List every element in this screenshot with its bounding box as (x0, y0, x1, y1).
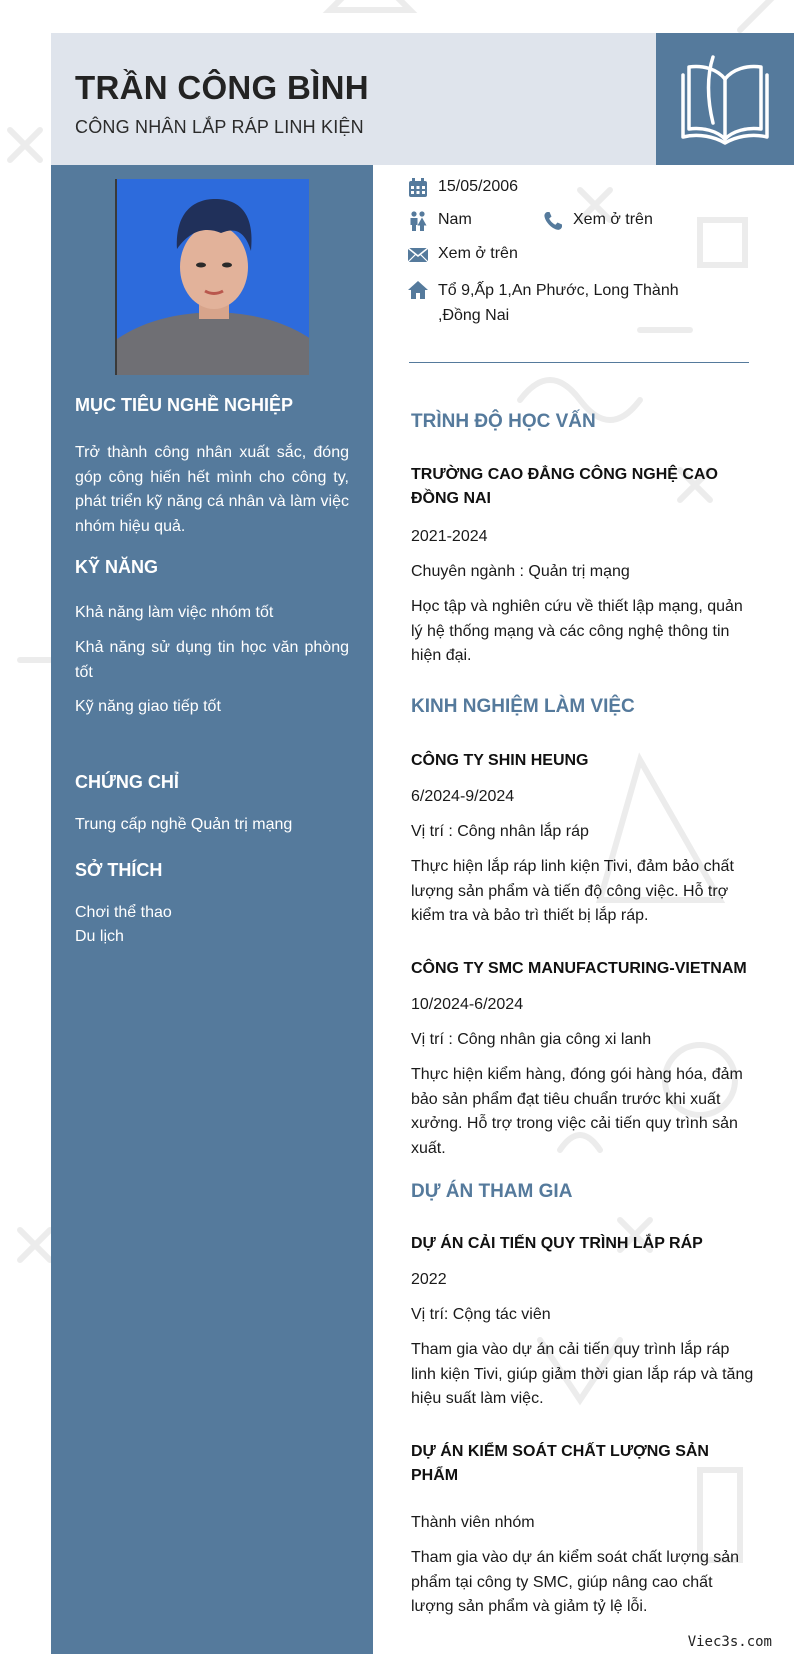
objective-heading: MỤC TIÊU NGHỀ NGHIỆP (75, 395, 294, 415)
skill-item: Kỹ năng giao tiếp tốt (75, 698, 221, 715)
skill-item: Khả năng sử dụng tin học văn phòng tốt (75, 639, 349, 681)
gender-icon (408, 211, 428, 231)
candidate-name: TRẦN CÔNG BÌNH (75, 69, 369, 106)
dob-value: 15/05/2006 (438, 178, 519, 195)
company-name: CÔNG TY SMC MANUFACTURING-VIETNAM (411, 960, 747, 977)
email-row (408, 245, 518, 265)
envelope-icon (408, 245, 428, 265)
phone-row (543, 211, 653, 231)
hobby-item: Du lịch (75, 928, 124, 945)
project-year: 2022 (411, 1271, 447, 1288)
gender-row (408, 211, 472, 231)
project-role: Thành viên nhóm (411, 1514, 535, 1531)
resume-header (51, 33, 656, 165)
project-name: DỰ ÁN CẢI TIẾN QUY TRÌNH LẮP RÁP (411, 1235, 703, 1252)
company-name: CÔNG TY SHIN HEUNG (411, 752, 589, 769)
job-description: Thực hiện lắp ráp linh kiện Tivi, đảm bảo chất lượng sản phẩm và tiến độ công việc. Hỗ trợ kiểm tra và bảo trì thiết bị lắp ráp. (411, 858, 734, 924)
profile-photo (115, 179, 309, 375)
job-period: 10/2024-6/2024 (411, 996, 524, 1013)
project-role: Vị trí: Cộng tác viên (411, 1306, 551, 1323)
phone-icon (543, 211, 563, 231)
hobby-item: Chơi thể thao (75, 904, 172, 921)
gender-value: Nam (438, 211, 472, 228)
skills-heading: KỸ NĂNG (75, 557, 159, 577)
left-sidebar (51, 165, 373, 1654)
address-value: Tổ 9,Ấp 1,An Phước, Long Thành ,Đồng Nai (438, 282, 679, 324)
school-name: TRƯỜNG CAO ĐẲNG CÔNG NGHỆ CAO ĐỒNG NAI (411, 466, 718, 507)
project-description: Tham gia vào dự án cải tiến quy trình lắp ráp linh kiện Tivi, giúp giảm thời gian lắp ráp và tăng hiệu suất làm việc. (411, 1341, 754, 1407)
objective-text: Trở thành công nhân xuất sắc, đóng góp công hiến hết mình cho công ty, phát triển kỹ năng cá nhân và làm việc nhóm hiệu quả. (75, 444, 349, 535)
phone-value: Xem ở trên (573, 211, 653, 228)
dob-row (408, 178, 518, 198)
certificates-heading: CHỨNG CHỈ (75, 772, 179, 792)
logo-box (656, 33, 794, 165)
job-position: Vị trí : Công nhân gia công xi lanh (411, 1031, 652, 1048)
projects-heading: DỰ ÁN THAM GIA (411, 1181, 573, 1202)
project-description: Tham gia vào dự án kiểm soát chất lượng sản phẩm tại công ty SMC, giúp nâng cao chất lượng sản phẩm và giảm tỷ lệ lỗi. (411, 1549, 740, 1615)
calendar-icon (408, 178, 428, 198)
skill-item: Khả năng làm việc nhóm tốt (75, 604, 274, 621)
job-position: Vị trí : Công nhân lắp ráp (411, 823, 589, 840)
job-description: Thực hiện kiểm hàng, đóng gói hàng hóa, đảm bảo sản phẩm đạt tiêu chuẩn trước khi xuất xưởng. Hỗ trợ trong việc cải tiến quy trình sản xuất. (411, 1066, 743, 1157)
open-book-icon (677, 53, 773, 145)
address-row (408, 279, 708, 328)
certificate-item: Trung cấp nghề Quản trị mạng (75, 816, 293, 833)
resume-page (51, 33, 794, 1654)
experience-heading: KINH NGHIỆM LÀM VIỆC (411, 696, 635, 717)
education-heading: TRÌNH ĐỘ HỌC VẤN (411, 411, 596, 432)
project-name: DỰ ÁN KIỂM SOÁT CHẤT LƯỢNG SẢN PHẨM (411, 1443, 709, 1484)
site-watermark: Viec3s.com (687, 1634, 772, 1650)
education-period: 2021-2024 (411, 528, 488, 545)
hobbies-heading: SỞ THÍCH (75, 860, 163, 880)
education-major: Chuyên ngành : Quản trị mạng (411, 563, 630, 580)
email-value: Xem ở trên (438, 245, 518, 262)
job-period: 6/2024-9/2024 (411, 788, 515, 805)
education-description: Học tập và nghiên cứu về thiết lập mạng, quản lý hệ thống mạng và các công nghệ thông tin hiện đại. (411, 598, 743, 664)
home-icon (408, 280, 428, 300)
contact-divider (409, 362, 749, 363)
job-title: CÔNG NHÂN LẮP RÁP LINH KIỆN (75, 117, 364, 137)
